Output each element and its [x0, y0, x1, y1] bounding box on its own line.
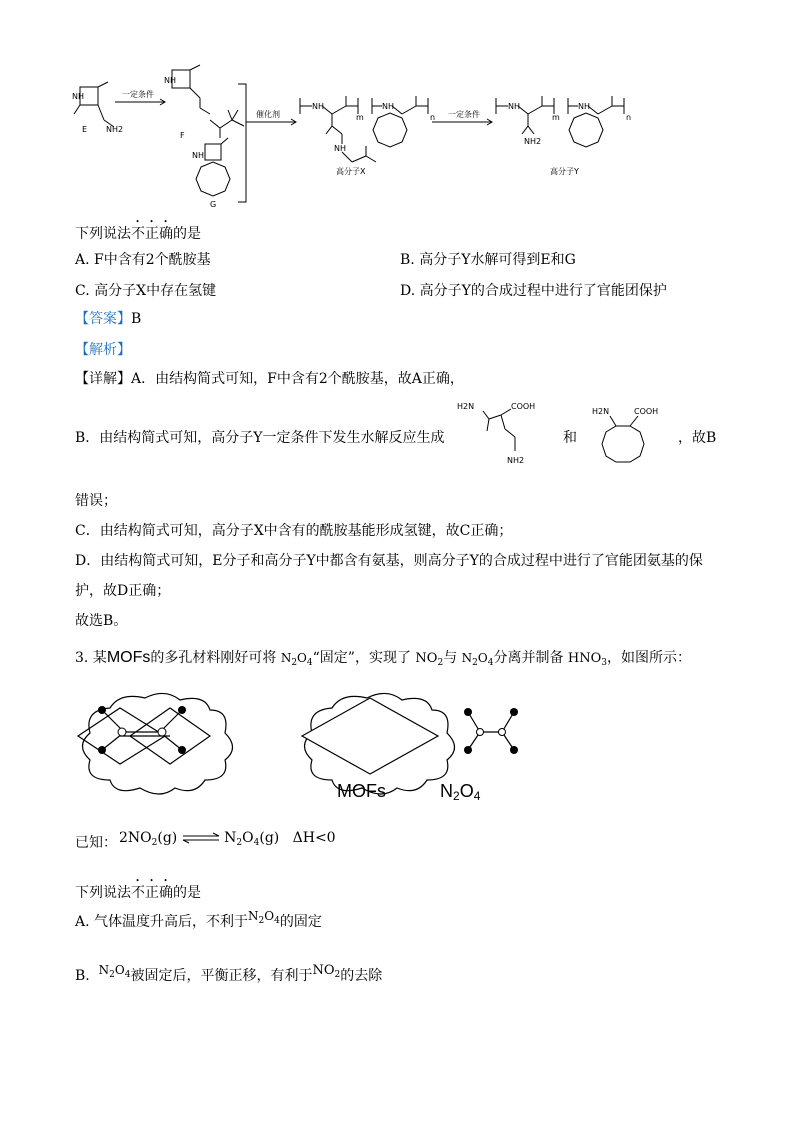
reaction-scheme	[60, 62, 740, 212]
q3-mofs-term: MOFs	[106, 649, 151, 666]
formula-n2o4: $N_2O_4$	[280, 651, 313, 668]
y-m-label: m	[552, 113, 560, 122]
e-nh2-label: NH2	[106, 125, 124, 134]
product2-cooh: COOH	[634, 407, 659, 416]
formula-n2o4: $N_2O_4$	[461, 651, 494, 668]
f-nh-label: NH	[164, 76, 176, 85]
formula-no2: $NO_2$	[312, 963, 341, 980]
label-g: G	[210, 200, 217, 209]
formula-no2: $NO_2$	[415, 651, 444, 668]
x-nh-label-2: NH	[334, 144, 346, 153]
enthalpy: ΔH<0	[292, 830, 336, 846]
q2-answer: 【答案】B	[75, 311, 142, 327]
q2-detail-c: C．由结构简式可知，高分子X中含有的酰胺基能形成氢键，故C正确；	[75, 523, 513, 539]
label-f: F	[180, 131, 185, 140]
q2-detail-b-cont: 错误；	[75, 493, 117, 509]
hydrolysis-product-2	[592, 404, 682, 474]
q2-stem: 下列说法不正确的是	[75, 226, 201, 242]
figure-label-mofs: MOFs	[337, 781, 386, 801]
formula-hno3: $HNO_3$	[567, 651, 608, 668]
q3-stem: 3. 某MOFs的多孔材料刚好可将 $N_2O_4“$固定”，实现了 $NO_2$与 $N_2O_4$分离并制备 $HNO_3$，如图所示：	[75, 649, 692, 668]
q2-conclusion: 故选B。	[75, 613, 128, 629]
q3-option-b: B. $N_2O_4$被固定后，平衡正移，有利于$NO_2$的去除	[75, 963, 383, 984]
x-m-label: m	[356, 113, 364, 122]
x-n-label: n	[430, 113, 436, 122]
condition-1: 一定条件	[122, 90, 154, 99]
g-nh-label: NH	[192, 151, 204, 160]
e-nh-label: NH	[72, 92, 84, 101]
x-nh-label-3: NH	[382, 102, 394, 111]
x-nh-label-1: NH	[312, 102, 324, 111]
y-n-label: n	[626, 113, 632, 122]
q3-question-stem: 下列说法不正确的是	[75, 885, 201, 901]
label-e: E	[82, 125, 88, 134]
q2-detail-d-line1: D．由结构简式可知，E分子和高分子Y中都含有氨基，则高分子Y的合成过程中进行了官能团氨基的保	[75, 553, 703, 569]
q3-known: 已知：	[75, 835, 117, 851]
y-nh-label-1: NH	[508, 102, 520, 111]
q2-detail-b-end: ，故B	[678, 430, 717, 446]
condition-2: 催化剂	[256, 110, 280, 119]
equilibrium-equation	[119, 828, 336, 848]
q2-detail-d-line2: 护，故D正确；	[75, 583, 171, 599]
equilibrium-arrow	[182, 832, 220, 844]
label-polymer-y: 高分子Y	[550, 167, 579, 176]
product1-nh2: NH2	[507, 456, 525, 465]
q2-option-b: B. 高分子Y水解可得到E和G	[400, 252, 576, 268]
product1-h2n: H2N	[457, 402, 475, 411]
formula-n2o4: $N_2O_4$	[98, 963, 131, 980]
label-polymer-x: 高分子X	[336, 167, 366, 176]
q2-option-a: A. F中含有2个酰胺基	[75, 252, 211, 268]
q2-detail-a: 【详解】A．由结构简式可知，F中含有2个酰胺基，故A正确，	[75, 371, 464, 387]
q2-detail-b: B．由结构简式可知，高分子Y一定条件下发生水解反应生成	[75, 430, 445, 446]
y-nh-label-2: NH	[578, 102, 590, 111]
q2-option-d: D. 高分子Y的合成过程中进行了官能团保护	[400, 283, 667, 299]
reaction-rhs: $N_2O_4(g)$	[224, 830, 280, 848]
y-nh2-label: NH2	[524, 137, 542, 146]
reaction-lhs: $2NO_2(g)$	[119, 830, 178, 848]
figure-label-n2o4: $N_2O_4$	[440, 781, 481, 803]
q2-analysis-tag: 【解析】	[75, 342, 131, 358]
product2-h2n: H2N	[592, 407, 610, 416]
q2-option-c: C. 高分子X中存在氢键	[75, 283, 217, 299]
q2-detail-b-and: 和	[563, 430, 577, 446]
q3-option-a: A. 气体温度升高后，不利于$N_2O_4$的固定	[75, 909, 322, 930]
product1-cooh: COOH	[511, 402, 536, 411]
hydrolysis-product-1	[455, 395, 555, 470]
condition-3: 一定条件	[448, 110, 480, 119]
formula-n2o4: $N_2O_4$	[248, 909, 280, 926]
